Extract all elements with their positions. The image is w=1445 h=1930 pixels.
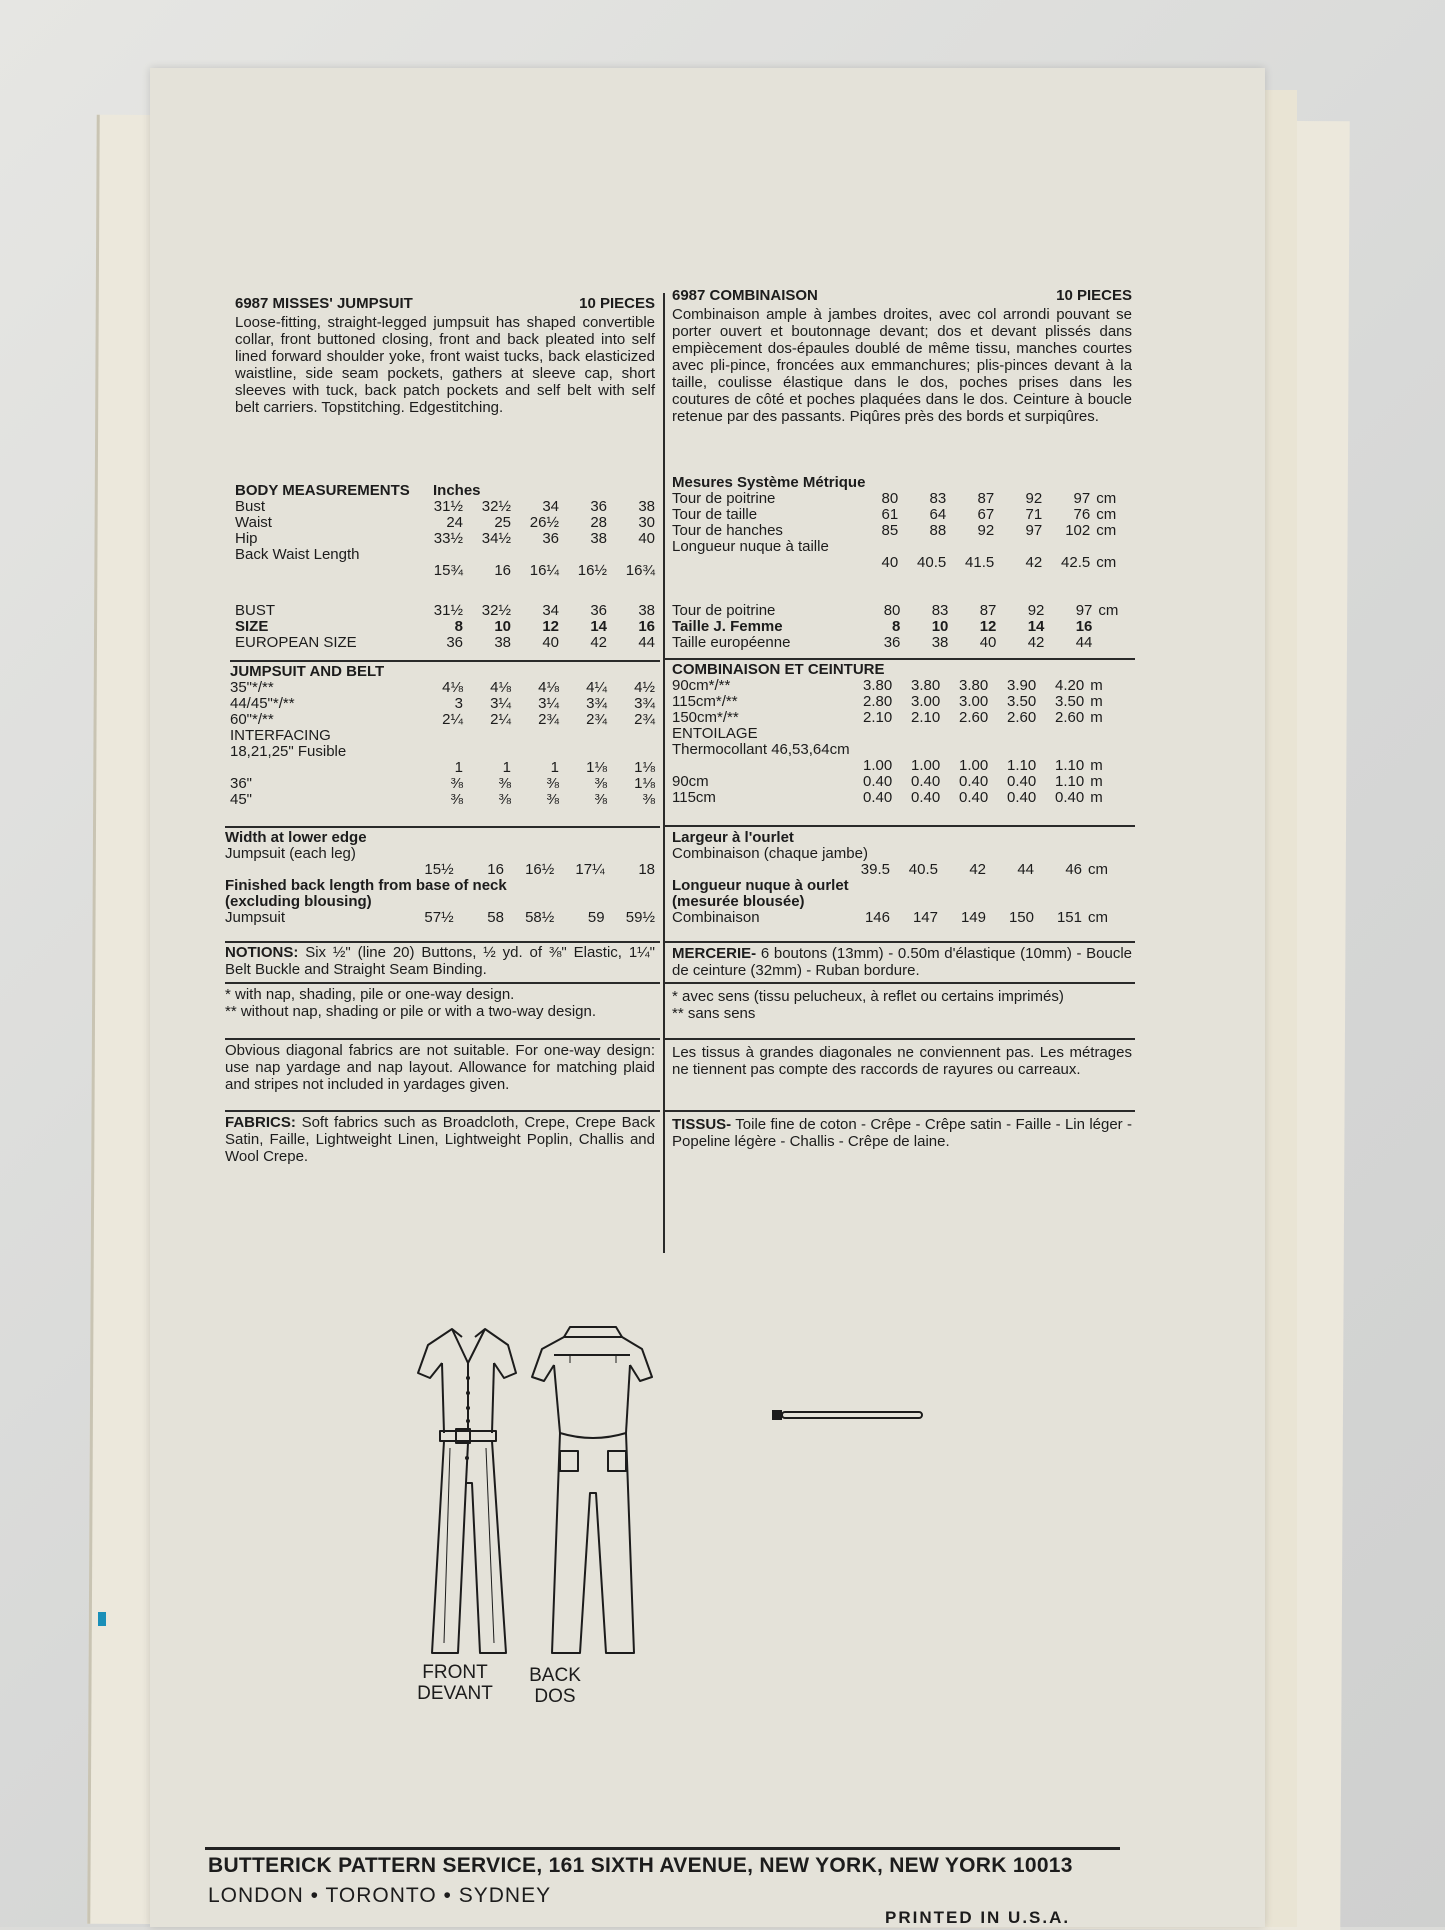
french-description: Combinaison ample à jambes droites, avec col arrondi pouvant se porter ouvert et boutonnage devant; dos et devant plissés dans empiècement dos-épaules doublé de même tissu, manches courtes avec pli-pince, froncées aux emmanchures; plis-pinces devant à la taille, coulisse élastique dans le dos, poches prises dans les coutures de côté et poches plaquées dans le dos. Ceinture à boucle retenue par des passants. Piqûres près des bords et surpiqûres. bbox=[672, 306, 1132, 425]
french-pieces: 10 PIECES bbox=[1056, 287, 1132, 304]
table-row: 115cm*/** 2.80 3.00 3.00 3.50 3.50 m bbox=[672, 693, 1103, 710]
english-yardage bbox=[230, 664, 655, 808]
french-fabrics: TISSUS- Toile fine de coton - Crêpe - Crêpe satin - Faille - Lin léger - Popeline légère - Challis - Crêpe de laine. bbox=[672, 1116, 1133, 1150]
table-row: 15¾ 16 16¼ 16½ 16¾ bbox=[433, 562, 655, 579]
french-note: Les tissus à grandes diagonales ne conviennent pas. Les métrages ne tiennent pas compte des raccords de rayures ou carreaux. bbox=[672, 1044, 1132, 1078]
back-label: BACK DOS bbox=[529, 1665, 581, 1707]
divider bbox=[665, 1038, 1135, 1040]
table-row: SIZE 8 10 12 14 16 bbox=[235, 618, 655, 635]
table-row: 90cm*/** 3.80 3.80 3.80 3.90 4.20 m bbox=[672, 677, 1103, 694]
french-nap: * avec sens (tissu pelucheux, à reflet ou certains imprimés) ** sans sens bbox=[672, 988, 1064, 1022]
table-row: 115cm 0.40 0.40 0.40 0.40 0.40 m bbox=[672, 789, 1103, 806]
english-body-measurements bbox=[235, 483, 655, 579]
table-row: 40 40.5 41.5 42 42.5 cm bbox=[881, 554, 1117, 571]
pattern-envelope-sheet bbox=[150, 68, 1265, 1927]
table-row: Waist 24 25 26½ 28 30 bbox=[235, 514, 655, 531]
front-label: FRONT DEVANT bbox=[417, 1662, 493, 1704]
table-row: 15½ 16 16½ 17¼ 18 bbox=[424, 861, 655, 878]
french-header bbox=[672, 287, 1132, 304]
french-title: 6987 COMBINAISON bbox=[672, 287, 818, 304]
english-title: 6987 MISSES' JUMPSUIT bbox=[235, 295, 413, 312]
table-row: Taille J. Femme 8 10 12 14 16 bbox=[672, 618, 1093, 635]
english-note: Obvious diagonal fabrics are not suitable. For one-way design: use nap yardage and nap layout. Allowance for matching plaid and stripes not included in yardages given. bbox=[225, 1042, 655, 1093]
table-row: 36" ⅜ ⅜ ⅜ ⅜ 1⅛ bbox=[230, 775, 655, 792]
table-row: Hip 33½ 34½ 36 38 40 bbox=[235, 530, 655, 547]
table-row: Combinaison 146 147 149 150 151 cm bbox=[672, 909, 1108, 926]
table-row: 90cm 0.40 0.40 0.40 0.40 1.10 m bbox=[672, 773, 1103, 790]
english-description: Loose-fitting, straight-legged jumpsuit has shaped convertible collar, front buttoned closing, front and back pleated into self lined forward shoulder yoke, front waist tucks, back elasticized waistline, side seam pockets, gathers at sleeve cap, short sleeves with tuck, back patch pockets and self belt with self belt carriers. Topstitching. Edgestitching. bbox=[235, 314, 655, 416]
table-row: 39.5 40.5 42 44 46 cm bbox=[860, 861, 1108, 878]
table-row: EUROPEAN SIZE 36 38 40 42 44 bbox=[235, 634, 655, 651]
belt-illustration bbox=[770, 1404, 930, 1424]
table-row: 1 1 1 1⅛ 1⅛ bbox=[454, 759, 655, 776]
table-row: Jumpsuit 57½ 58 58½ 59 59½ bbox=[225, 909, 655, 926]
english-finished: Width at lower edge Jumpsuit (each leg) 15½ 16 16½ 17¼ 18 Finished back length from base of neck (excluding blousing) Jumpsuit 57½ 58 58½ 59 59½ bbox=[225, 829, 655, 926]
table-row: Tour de poitrine 80 83 87 92 97 cm bbox=[672, 490, 1117, 507]
divider bbox=[225, 826, 660, 828]
inches-label: Inches bbox=[433, 482, 481, 499]
divider bbox=[665, 982, 1135, 984]
divider bbox=[665, 941, 1135, 943]
english-column bbox=[235, 295, 655, 416]
english-notions: NOTIONS: Six ½" (line 20) Buttons, ½ yd. of ⅜" Elastic, 1¼" Belt Buckle and Straight Seam Binding. bbox=[225, 944, 656, 978]
english-sizes bbox=[235, 603, 655, 651]
table-row: 45" ⅜ ⅜ ⅜ ⅜ ⅜ bbox=[230, 791, 655, 808]
french-sizes bbox=[672, 603, 1132, 651]
table-row: 44/45"*/** 3 3¼ 3¼ 3¾ 3¾ bbox=[230, 695, 655, 712]
table-row: Tour de hanches 85 88 92 97 102 cm bbox=[672, 522, 1117, 539]
french-notions: MERCERIE- 6 boutons (13mm) - 0.50m d'élastique (10mm) - Boucle de ceinture (32mm) - Ruban bordure. bbox=[672, 945, 1133, 979]
table-row: Tour de poitrine 80 83 87 92 97 cm bbox=[672, 602, 1119, 619]
english-nap: * with nap, shading, pile or one-way design. ** without nap, shading or pile or with a two-way design. bbox=[225, 986, 597, 1020]
footer-cities: LONDON • TORONTO • SYDNEY bbox=[208, 1884, 552, 1907]
interfacing-title: INTERFACING bbox=[230, 727, 331, 744]
interfacing-sub: 18,21,25" Fusible bbox=[230, 743, 347, 760]
blue-mark bbox=[98, 1612, 106, 1626]
column-divider bbox=[663, 293, 665, 1253]
divider bbox=[225, 1110, 660, 1112]
footer-company: BUTTERICK PATTERN SERVICE, 161 SIXTH AVENUE, NEW YORK, NEW YORK 10013 bbox=[208, 1854, 1073, 1877]
back-waist-label: Back Waist Length bbox=[235, 546, 360, 563]
english-header bbox=[235, 295, 655, 312]
table-row: BUST 31½ 32½ 34 36 38 bbox=[235, 602, 655, 619]
table-row: 1.00 1.00 1.00 1.10 1.10 m bbox=[863, 757, 1103, 774]
yardage-title: JUMPSUIT AND BELT bbox=[230, 663, 385, 680]
table-row: Tour de taille 61 64 67 71 76 cm bbox=[672, 506, 1117, 523]
table-row: 60"*/** 2¼ 2¼ 2¾ 2¾ 2¾ bbox=[230, 711, 655, 728]
table-row: 150cm*/** 2.10 2.10 2.60 2.60 2.60 m bbox=[672, 709, 1103, 726]
divider bbox=[225, 941, 660, 943]
table-row: Bust 31½ 32½ 34 36 38 bbox=[235, 498, 655, 515]
english-fabrics: FABRICS: Soft fabrics such as Broadcloth, Crepe, Crepe Back Satin, Faille, Lightweight Linen, Lightweight Poplin, Challis and Wool Crepe. bbox=[225, 1114, 655, 1165]
divider bbox=[665, 1110, 1135, 1112]
jumpsuit-front-illustration bbox=[400, 1323, 760, 1663]
body-measurements-title: BODY MEASUREMENTS bbox=[235, 482, 410, 499]
divider bbox=[665, 825, 1135, 827]
divider bbox=[665, 658, 1135, 660]
english-pieces: 10 PIECES bbox=[579, 295, 655, 312]
footer-printed: PRINTED IN U.S.A. bbox=[885, 1908, 1071, 1927]
french-yardage: COMBINAISON ET CEINTURE 90cm*/** 3.80 3.80 3.80 3.90 4.20 m 115cm*/** 2.80 3.00 3.00 3.50 3.50 m 150cm*/** 2.10 2.10 2.60 2.60 2.60 m ENTOILAGE Thermocollant 46,53,64cm 1.00 1.00 1.00 1.10 1.10 m 90cm 0.40 0.40 0.40 0.40 1.10 m 115cm 0.40 0.40 0.40 0.40 0.40 m bbox=[672, 662, 1132, 806]
french-column bbox=[672, 287, 1132, 425]
table-row: 35"*/** 4⅛ 4⅛ 4⅛ 4¼ 4½ bbox=[230, 679, 655, 696]
footer-divider bbox=[205, 1847, 1120, 1850]
french-finished: Largeur à l'ourlet Combinaison (chaque jambe) 39.5 40.5 42 44 46 cm Longueur nuque à ourlet (mesurée blousée) Combinaison 146 147 149 150 151 cm bbox=[672, 830, 1132, 926]
table-row: Taille européenne 36 38 40 42 44 bbox=[672, 634, 1093, 651]
divider bbox=[225, 982, 660, 984]
french-body-measurements: Mesures Système Métrique Tour de poitrine 80 83 87 92 97 cm Tour de taille 61 64 67 71 76 cm Tour de hanches 85 88 92 97 102 cm Longueur nuque à taille 40 40.5 41.5 42 42.5 cm bbox=[672, 475, 1132, 571]
divider bbox=[230, 660, 660, 662]
divider bbox=[225, 1038, 660, 1040]
